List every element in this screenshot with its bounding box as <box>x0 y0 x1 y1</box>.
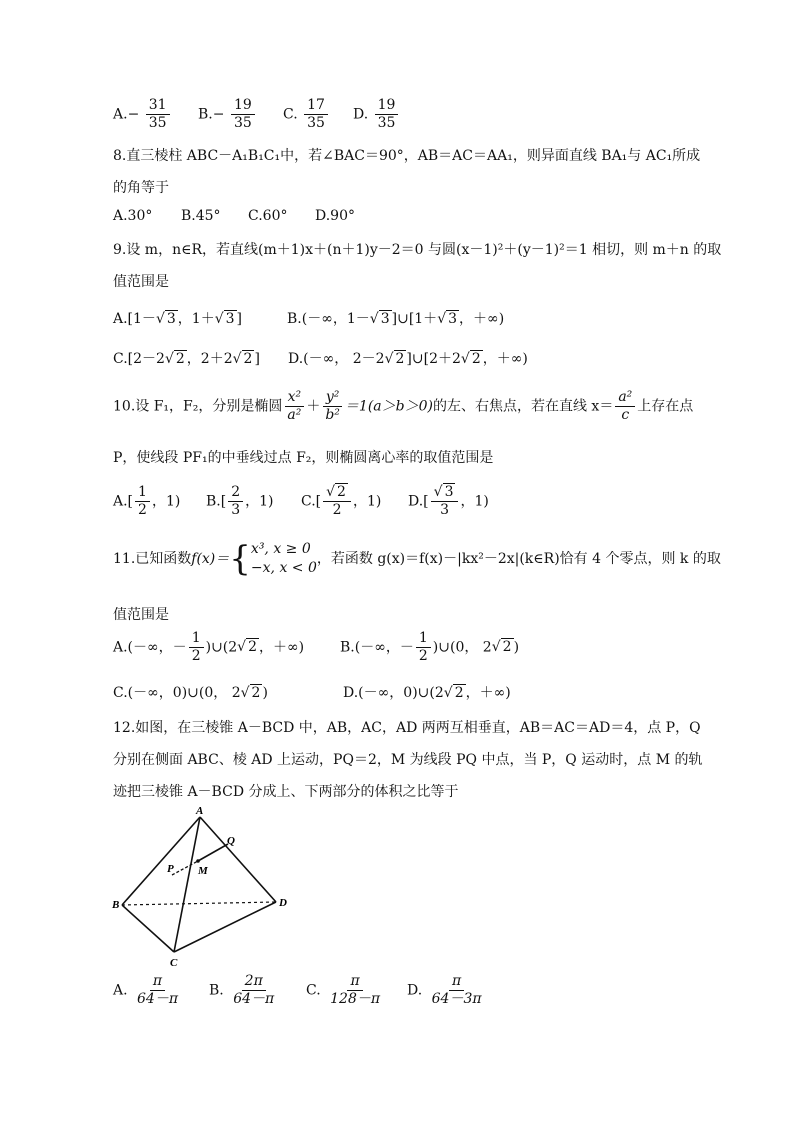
q10-line-2: P，使线段 PF₁的中垂线过点 F₂，则椭圆离心率的取值范围是 <box>113 450 494 466</box>
label-b: B <box>112 899 120 911</box>
q10-option-c: C.[ $\frac{√ 2}{2}$ ，1) <box>301 484 382 518</box>
q11-option-d: D.(－∞，0)∪(2√ 2 ，＋∞) <box>343 685 511 701</box>
q11-option-c: C.(－∞，0)∪(0， 2√ 2 ) <box>113 685 268 701</box>
pyramid-figure <box>110 800 300 970</box>
fraction: $\frac{\pi}{128-\pi}$ <box>330 973 381 1007</box>
sqrt: √ 2 <box>460 351 481 367</box>
q12-option-a: A. $\frac{\pi}{64-\pi}$ <box>113 973 183 1008</box>
q12-line-3: 迹把三棱锥 A－BCD 分成上、下两部分的体积之比等于 <box>113 784 459 800</box>
q10-line-1: 10.设 F₁，F₂，分别是椭圆 $\frac{\text{x²}}{\text{a²}}$ ＋ $\frac{\text{y²}}{\text{b²}}$ ＝1(a＞b＞0)的左、右焦点，若在直线 x＝ $\frac{\text{a²}}{c}$ 上存在点 <box>113 389 694 423</box>
fraction: $\frac{\text{y²}}{\text{b²}}$ <box>322 389 343 424</box>
fraction: $\frac{1}{2}$ <box>416 630 431 665</box>
q9-option-b: B.(－∞，1－√ 3 ]∪[1＋√ 3 ，＋∞) <box>287 311 505 327</box>
q12-line-1: 12.如图，在三棱锥 A－BCD 中，AB，AC，AD 两两互相垂直，AB＝AC＝AD＝4，点 P，Q <box>113 720 701 736</box>
sqrt: √ 3 <box>369 311 390 327</box>
q11-line-1: 11.已知函数f(x)＝{ x³, x ≥ 0 −x, x < 0 ，若函数 g(x)＝f(x)－|kx²－2x|(k∈R)恰有 4 个零点，则 k 的取 <box>113 538 721 579</box>
q8-option-a: A.30° <box>113 208 153 224</box>
sqrt: √ 2 <box>443 685 464 701</box>
q8-line-1: 8.直三棱柱 ABC－A₁B₁C₁中，若∠BAC＝90°，AB＝AC＝AA₁，则异面直线 BA₁与 AC₁所成 <box>113 148 701 164</box>
label-p: P <box>167 863 174 875</box>
label-c: C <box>170 957 178 969</box>
q8-option-b: B.45° <box>181 208 221 224</box>
q10-option-b: B.[ $\frac{2}{3}$ ，1) <box>206 484 274 518</box>
fraction: $\frac{19}{35}$ <box>375 97 399 132</box>
sqrt: √ 2 <box>384 351 405 367</box>
fraction: $\frac{19}{35}$ <box>231 97 255 132</box>
q11-option-a: A.(－∞，－ $\frac{1}{2}$ )∪(2√ 2 ，＋∞) <box>113 630 305 664</box>
q8-option-c: C.60° <box>248 208 288 224</box>
label-d: D <box>279 897 287 909</box>
q9-line-2: 值范围是 <box>113 274 169 290</box>
q10-option-d: D.[ $\frac{√ 3}{3}$ ，1) <box>408 484 489 518</box>
fraction: $\frac{√ 2}{2}$ <box>323 484 351 519</box>
q8-line-2: 的角等于 <box>113 180 169 196</box>
sqrt: √ 2 <box>491 639 512 656</box>
q7-option-c: C. $\frac{17}{35}$ <box>283 97 330 132</box>
q7-option-a: A.− $\frac{31}{35}$ <box>113 97 172 132</box>
sqrt: √ 3 <box>437 311 458 327</box>
q12-option-b: B. $\frac{2\pi}{64-\pi}$ <box>209 973 279 1008</box>
fraction: $\frac{\text{a²}}{c}$ <box>615 389 635 424</box>
fraction: $\frac{1}{2}$ <box>135 484 150 519</box>
sqrt: √ 2 <box>240 685 261 701</box>
q8-option-d: D.90° <box>315 208 355 224</box>
piecewise-cases: x³, x ≥ 0 −x, x < 0 <box>250 541 317 576</box>
fraction: $\frac{31}{35}$ <box>146 97 170 132</box>
q10-option-a: A.[ $\frac{1}{2}$ ，1) <box>113 484 181 518</box>
sqrt: √ 2 <box>232 351 253 367</box>
fraction: $\frac{\text{x²}}{\text{a²}}$ <box>284 389 304 424</box>
sqrt: √ 2 <box>237 639 258 656</box>
fraction: $\frac{\pi}{64-\pi}$ <box>137 973 179 1007</box>
q7-option-d: D. $\frac{19}{35}$ <box>353 97 400 132</box>
fraction: $\frac{2}{3}$ <box>228 484 243 519</box>
label-a: A <box>196 805 204 817</box>
q11-line-2: 值范围是 <box>113 607 169 623</box>
label-q: Q <box>227 835 235 847</box>
q9-option-d: D.(－∞， 2－2√ 2 ]∪[2＋2√ 2 ，＋∞) <box>288 351 528 367</box>
fraction: $\frac{17}{35}$ <box>304 97 328 132</box>
q9-option-c: C.[2－2√ 2 ，2＋2√ 2 ] <box>113 351 260 367</box>
fraction: $\frac{√ 3}{3}$ <box>431 484 459 519</box>
sqrt: √ 2 <box>164 351 185 367</box>
fraction: $\frac{\pi}{64-3\pi}$ <box>431 973 482 1007</box>
q11-option-b: B.(－∞，－ $\frac{1}{2}$ )∪(0， 2√ 2 ) <box>340 630 520 664</box>
sqrt: √ 3 <box>214 311 235 327</box>
fraction: $\frac{2\pi}{64-\pi}$ <box>233 973 275 1007</box>
q12-line-2: 分别在侧面 ABC、棱 AD 上运动，PQ＝2，M 为线段 PQ 中点，当 P，Q 运动时，点 M 的轨 <box>113 752 703 768</box>
q9-line-1: 9.设 m，n∈R，若直线(m＋1)x＋(n＋1)y－2＝0 与圆(x－1)²＋(y－1)²＝1 相切，则 m＋n 的取 <box>113 242 722 258</box>
sqrt: √ 3 <box>155 311 176 327</box>
q12-option-d: D. $\frac{\pi}{64-3\pi}$ <box>407 973 487 1008</box>
fraction: $\frac{1}{2}$ <box>189 630 204 665</box>
q7-option-b: B.− $\frac{19}{35}$ <box>198 97 257 132</box>
q12-option-c: C. $\frac{\pi}{128-\pi}$ <box>306 973 385 1008</box>
label-m: M <box>198 865 208 877</box>
q9-option-a: A.[1－√ 3 ，1＋√ 3 ] <box>113 311 243 327</box>
